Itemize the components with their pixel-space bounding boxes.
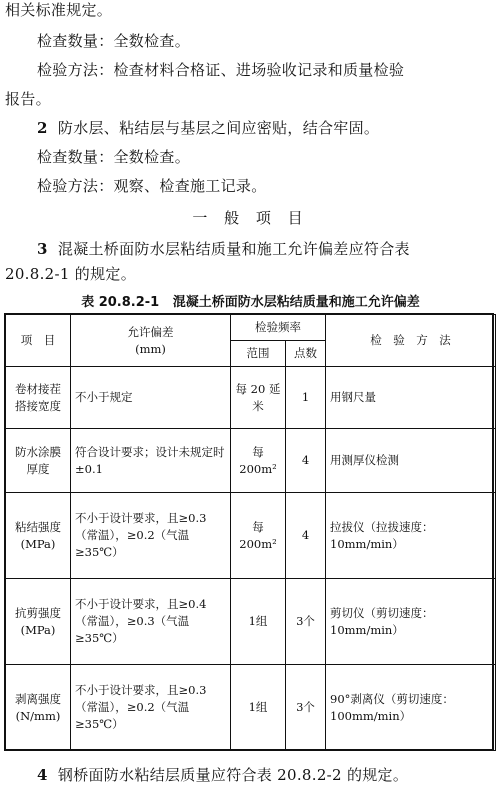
table-row	[6, 579, 496, 665]
table-caption	[0, 291, 501, 310]
header-tolerance-label: 允许偏差	[127, 324, 174, 339]
text-line	[37, 765, 408, 785]
cell-points: 1	[286, 367, 326, 429]
cell-item: 抗剪强度(MPa)	[6, 579, 71, 665]
text-line: 检查数量：全数检查。	[37, 148, 191, 166]
header-range: 范围	[231, 341, 286, 367]
text-line: 检验方法：检查材料合格证、进场验收记录和质量检验	[37, 61, 405, 79]
header-item: 项 目	[6, 315, 71, 367]
text-line: 检验方法：观察、检查施工记录。	[37, 177, 267, 195]
cell-tolerance: 符合设计要求；设计未规定时±0.1	[71, 429, 231, 493]
table-caption-number: 表 20.8.2-1	[81, 295, 160, 310]
clause-text: 钢桥面防水粘结层质量应符合表 20.8.2-2 的规定。	[57, 766, 409, 784]
cell-tolerance: 不小于规定	[71, 367, 231, 429]
cell-points: 3个	[286, 579, 326, 665]
table-row	[6, 665, 496, 751]
tolerance-table	[5, 314, 496, 751]
text-line: 20.8.2-1 的规定。	[5, 265, 136, 283]
clause-number: 2	[37, 119, 48, 137]
cell-item: 剥离强度(N/mm)	[6, 665, 71, 751]
cell-range: 每 200m²	[231, 429, 286, 493]
cell-range: 每 200m²	[231, 493, 286, 579]
section-heading: 一 般 项 目	[192, 209, 309, 227]
cell-method: 用测厚仪检测	[326, 429, 496, 493]
cell-tolerance: 不小于设计要求，且≥0.3（常温），≥0.2（气温≥35℃）	[71, 665, 231, 751]
cell-method: 90°剥离仪（剪切速度：100mm/min）	[326, 665, 496, 751]
table-row	[6, 493, 496, 579]
cell-range: 每 20 延米	[231, 367, 286, 429]
cell-method: 用钢尺量	[326, 367, 496, 429]
header-tolerance-unit: (mm)	[135, 341, 166, 356]
text-line: 报告。	[5, 90, 51, 108]
cell-tolerance: 不小于设计要求，且≥0.4（常温），≥0.3（气温≥35℃）	[71, 579, 231, 665]
cell-points: 4	[286, 493, 326, 579]
header-method: 检 验 方 法	[326, 315, 496, 367]
table-caption-title: 混凝土桥面防水层粘结质量和施工允许偏差	[172, 295, 420, 310]
cell-method: 拉拔仪（拉拔速度：10mm/min）	[326, 493, 496, 579]
cell-tolerance: 不小于设计要求，且≥0.3（常温），≥0.2（气温≥35℃）	[71, 493, 231, 579]
cell-item: 防水涂膜厚度	[6, 429, 71, 493]
header-frequency: 检验频率	[231, 315, 326, 341]
table-row	[6, 429, 496, 493]
header-points: 点数	[286, 341, 326, 367]
cell-points: 3个	[286, 665, 326, 751]
text-line	[37, 118, 379, 138]
text-line	[37, 239, 410, 259]
cell-range: 1组	[231, 665, 286, 751]
clause-text: 混凝土桥面防水层粘结质量和施工允许偏差应符合表	[57, 240, 410, 258]
cell-range: 1组	[231, 579, 286, 665]
header-tolerance	[71, 315, 231, 367]
text-line: 检查数量：全数检查。	[37, 32, 191, 50]
text-line: 相关标准规定。	[5, 1, 113, 19]
clause-number: 4	[37, 766, 48, 784]
table-row	[6, 367, 496, 429]
clause-text: 防水层、粘结层与基层之间应密贴，结合牢固。	[57, 119, 380, 137]
cell-item: 粘结强度(MPa)	[6, 493, 71, 579]
cell-item: 卷材接茬搭接宽度	[6, 367, 71, 429]
cell-points: 4	[286, 429, 326, 493]
clause-number: 3	[37, 240, 48, 258]
cell-method: 剪切仪（剪切速度：10mm/min）	[326, 579, 496, 665]
